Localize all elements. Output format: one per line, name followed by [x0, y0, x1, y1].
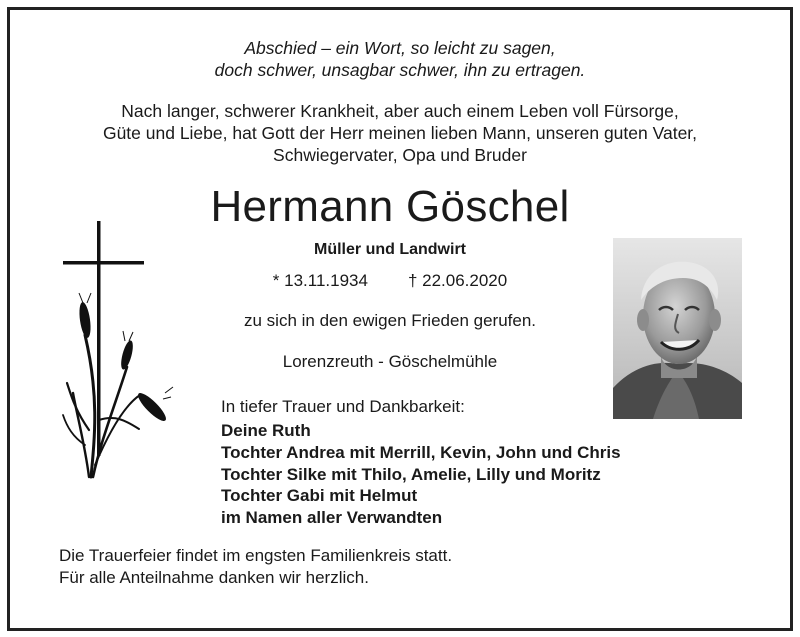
- deceased-name: Hermann Göschel: [210, 182, 570, 231]
- portrait-photo: [613, 238, 742, 419]
- farewell-poem: [0, 37, 800, 81]
- deceased-occupation: Müller und Landwirt: [314, 241, 466, 258]
- poem-line: Abschied – ein Wort, so leicht zu sagen,: [244, 38, 556, 58]
- closing-line: Die Trauerfeier findet im engsten Familienkreis statt.: [59, 546, 453, 565]
- mourner-entry: im Namen aller Verwandten: [221, 508, 443, 528]
- portrait-image: [613, 238, 742, 419]
- closing-line: Für alle Anteilnahme danken wir herzlich.: [59, 568, 369, 587]
- intro-line: Schwiegervater, Opa und Bruder: [273, 145, 527, 165]
- intro-line: Nach langer, schwerer Krankheit, aber auch einem Leben voll Fürsorge,: [121, 101, 679, 121]
- peace-text: zu sich in den ewigen Frieden gerufen.: [243, 311, 536, 330]
- mourners-heading: In tiefer Trauer und Dankbarkeit:: [221, 397, 465, 416]
- mourner-entry: Tochter Andrea mit Merrill, Kevin, John und Chris: [221, 442, 621, 462]
- cross-with-wheat-icon: [55, 215, 180, 485]
- mourner-entry: Tochter Silke mit Thilo, Amelie, Lilly und Moritz: [221, 464, 601, 484]
- poem-line: doch schwer, unsagbar schwer, ihn zu ertragen.: [214, 60, 586, 80]
- birth-date: * 13.11.1934: [272, 271, 368, 290]
- mourners-list: [221, 420, 621, 529]
- mourner-entry: Tochter Gabi mit Helmut: [221, 486, 418, 506]
- death-date: † 22.06.2020: [407, 271, 508, 290]
- residence-place: Lorenzreuth - Göschelmühle: [282, 352, 498, 371]
- intro-line: Güte und Liebe, hat Gott der Herr meinen lieben Mann, unseren guten Vater,: [102, 123, 698, 143]
- closing-text: [59, 545, 452, 589]
- intro-text: [0, 100, 800, 166]
- mourner-entry: Deine Ruth: [221, 421, 311, 440]
